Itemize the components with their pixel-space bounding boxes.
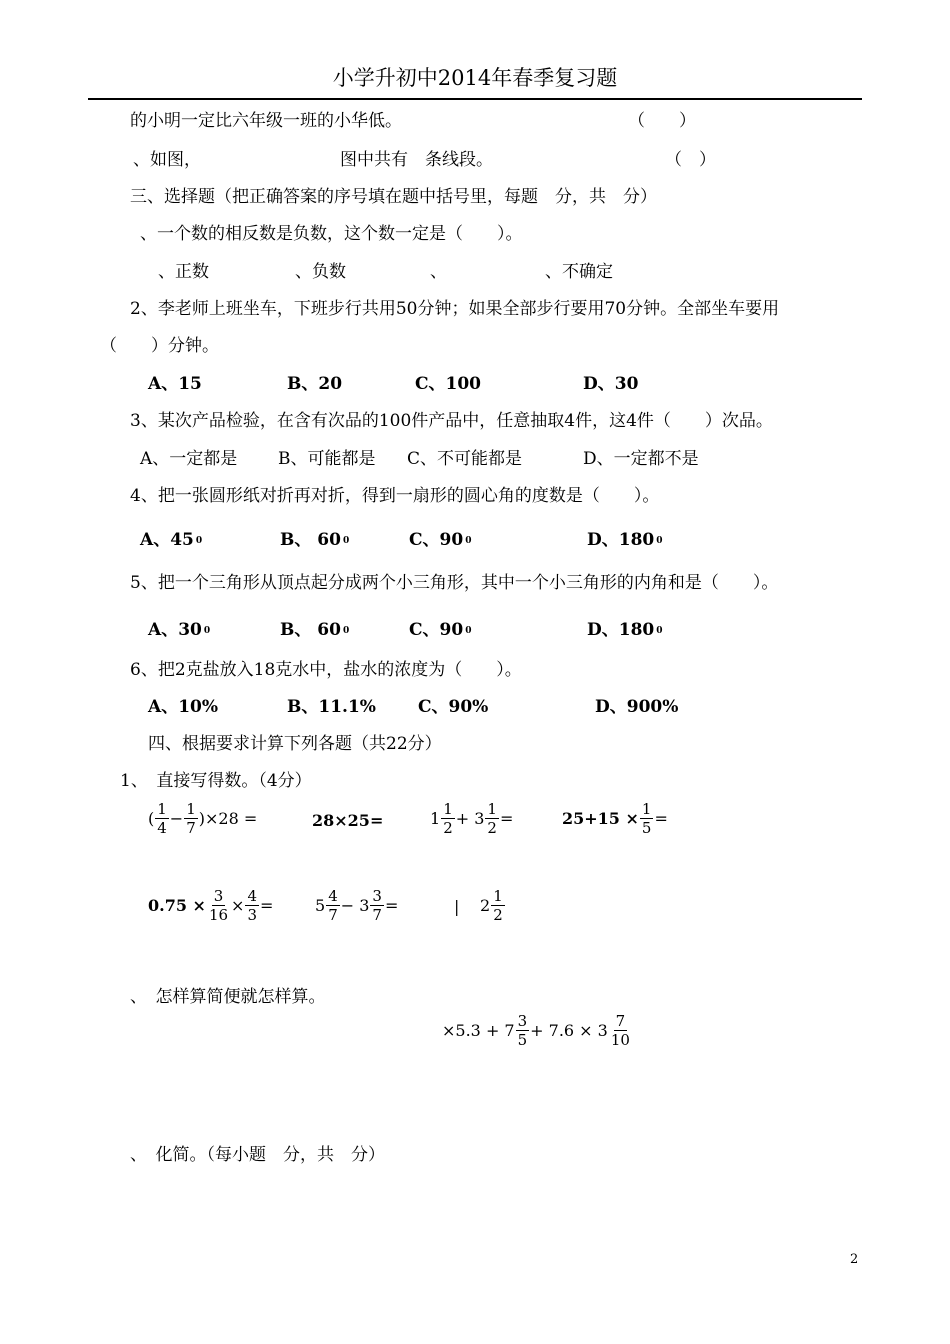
option-b: B、11.1%	[287, 697, 376, 717]
degree-mark: 0	[465, 625, 472, 636]
calc-q3-title: 、 化简。（每小题 分，共 分）	[130, 1145, 385, 1165]
option-d: D、180 0	[587, 530, 663, 550]
q-figure-label: 、如图，	[133, 150, 201, 170]
page-title: 小学升初中2014年春季复习题	[332, 66, 618, 90]
option-b: B、可能都是	[278, 449, 376, 469]
page-number: 2	[850, 1252, 859, 1267]
option-b: B、20	[287, 374, 343, 394]
fraction: $\frac{3}{16}$	[208, 887, 229, 924]
fraction: $\frac{4}{7}$	[328, 887, 338, 924]
option-c: C、90%	[418, 697, 489, 717]
option-a: A、10%	[148, 697, 219, 717]
answer-paren: （ ）	[665, 150, 716, 170]
q-figure-text: 图中共有 条线段。	[340, 150, 493, 170]
question-4: 4、把一张圆形纸对折再对折，得到一扇形的圆心角的度数是（ ）。	[130, 486, 660, 506]
section-title-choice: 三、选择题（把正确答案的序号填在题中括号里，每题 分，共 分）	[130, 187, 657, 207]
degree-mark: 0	[465, 535, 472, 546]
header-rule	[88, 98, 862, 100]
fraction: $\frac{1}{2}$	[493, 887, 503, 924]
math-expr-2: 28×25=	[312, 811, 384, 830]
math-expr-6: 5 $\frac{4}{7}$ − 3 $\frac{3}{7}$ =	[315, 887, 399, 924]
option-a: A、15	[148, 374, 202, 394]
question-2: 2、李老师上班坐车，下班步行共用50分钟；如果全部步行要用70分钟。全部坐车要用	[130, 299, 780, 319]
question-5: 5、把一个三角形从顶点起分成两个小三角形，其中一个小三角形的内角和是（ ）。	[130, 573, 779, 593]
degree-mark: 0	[342, 625, 350, 636]
option-d: D、180 0	[587, 620, 663, 640]
fraction: $\frac{1}{4}$	[157, 800, 167, 837]
fraction: $\frac{1}{5}$	[641, 800, 652, 837]
fraction: $\frac{7}{10}$	[610, 1012, 630, 1049]
math-separator: |	[454, 897, 460, 916]
fraction: $\frac{3}{5}$	[517, 1012, 528, 1049]
calc-q1-title: 1、 直接写得数。（4分）	[120, 771, 312, 791]
option-b: B、 60 0	[280, 620, 350, 640]
section-title-calc: 四、根据要求计算下列各题（共22分）	[148, 734, 442, 754]
answer-paren: （ ）	[628, 111, 696, 131]
math-expr-9: ×5.3 + 7 $\frac{3}{5}$ + 7.6 × 3 $\frac{7}{10}$	[442, 1012, 630, 1049]
option-d: 、不确定	[545, 262, 613, 282]
option-a: A、45 0	[140, 530, 203, 550]
degree-mark: 0	[195, 535, 203, 546]
math-expr-1: ( $\frac{1}{4}$ − $\frac{1}{7}$ )×28 =	[148, 800, 258, 837]
option-a: A、一定都是	[140, 449, 238, 469]
fraction: $\frac{1}{7}$	[186, 800, 196, 837]
option-a: 、正数	[158, 262, 209, 282]
math-expr-8: 2 $\frac{1}{2}$	[480, 887, 503, 924]
fraction: $\frac{3}{7}$	[372, 887, 382, 924]
fraction: $\frac{1}{2}$	[443, 800, 453, 837]
option-b: B、 60 0	[280, 530, 350, 550]
q-continued-text: 的小明一定比六年级一班的小华低。	[130, 111, 402, 131]
option-c: 、	[430, 262, 447, 282]
option-b: 、负数	[295, 262, 346, 282]
option-d: D、30	[583, 374, 639, 394]
question-1: 、一个数的相反数是负数，这个数一定是（ ）。	[140, 224, 523, 244]
math-expr-3: 1 $\frac{1}{2}$ + 3 $\frac{1}{2}$ =	[430, 800, 514, 837]
option-c: C、不可能都是	[407, 449, 523, 469]
question-3: 3、某次产品检验，在含有次品的100件产品中，任意抽取4件，这4件（ ）次品。	[130, 411, 773, 431]
degree-mark: 0	[342, 535, 350, 546]
fraction: $\frac{4}{3}$	[247, 887, 257, 924]
fraction: $\frac{1}{2}$	[487, 800, 497, 837]
math-expr-5: 0.75 × $\frac{3}{16}$ × $\frac{4}{3}$ =	[148, 887, 274, 924]
question-2-cont: （ ）分钟。	[100, 336, 219, 356]
option-a: A、30 0	[148, 620, 211, 640]
degree-mark: 0	[656, 625, 663, 636]
math-expr-4: 25+15 × $\frac{1}{5}$ =	[562, 800, 668, 837]
option-d: D、900%	[595, 697, 679, 717]
question-6: 6、把2克盐放入18克水中，盐水的浓度为（ ）。	[130, 660, 522, 680]
option-c: C、90 0	[409, 620, 472, 640]
option-c: C、100	[415, 374, 482, 394]
degree-mark: 0	[203, 625, 211, 636]
option-d: D、一定都不是	[583, 449, 699, 469]
calc-q2-title: 、 怎样算简便就怎样算。	[130, 987, 326, 1007]
option-c: C、90 0	[409, 530, 472, 550]
degree-mark: 0	[656, 535, 663, 546]
